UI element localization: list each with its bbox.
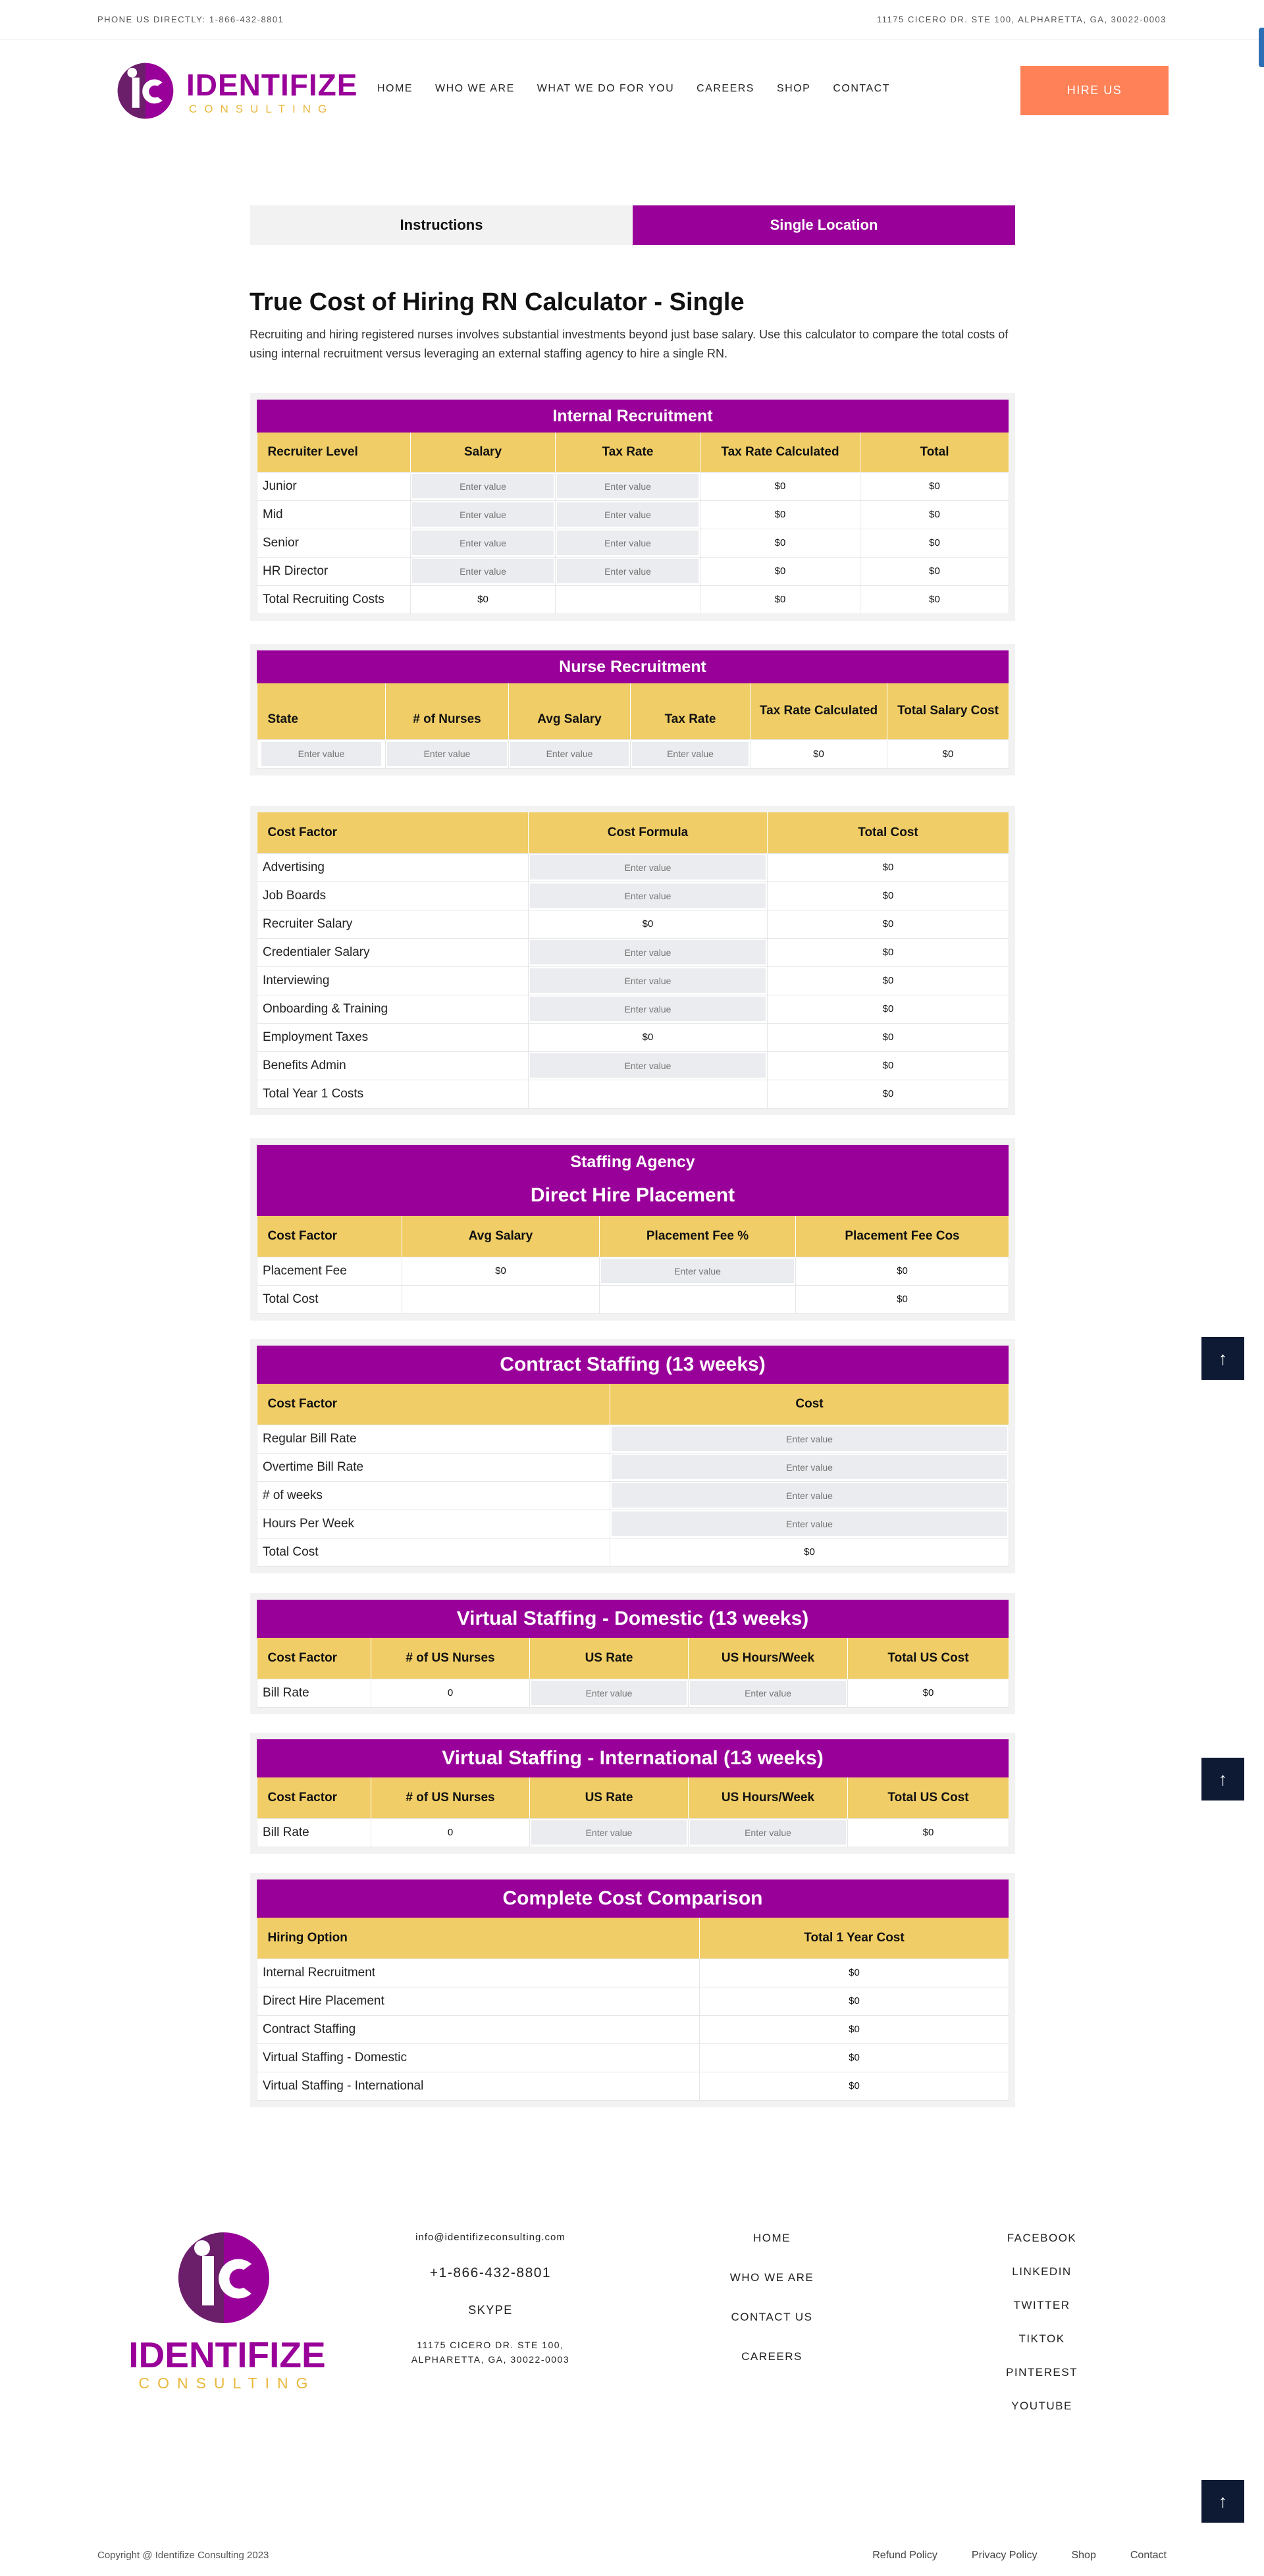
row-label: Hours Per Week	[257, 1510, 610, 1538]
row-label: Senior	[257, 529, 411, 557]
contract-staffing-block	[250, 1339, 1015, 1573]
table-row	[257, 1958, 1009, 1987]
table-row	[257, 853, 1009, 881]
footer-phone[interactable]: +1-866-432-8801	[429, 2265, 552, 2280]
row-label: Employment Taxes	[257, 1023, 529, 1051]
avg-salary-input[interactable]	[510, 742, 629, 766]
arrow-up-icon: ↑	[1218, 1768, 1228, 1789]
logo-mark-icon	[174, 2228, 273, 2327]
row-label: Total Cost	[257, 1538, 610, 1566]
internal-recruitment-block	[250, 393, 1015, 621]
col-num-nurses: # of Nurses	[386, 683, 509, 739]
hire-us-button[interactable]: HIRE US	[1020, 66, 1169, 115]
total-cost-value: $0	[768, 938, 1009, 966]
back-to-top-button[interactable]	[1201, 1758, 1244, 1801]
col-tax-rate-calculated: Tax Rate Calculated	[750, 683, 887, 739]
table-row	[257, 529, 1009, 557]
total-cost-value: $0	[768, 853, 1009, 881]
formula-value: $0	[529, 1023, 768, 1051]
total-us-cost-value: $0	[848, 1679, 1009, 1707]
total-cost-value: $0	[768, 910, 1009, 938]
col-total-salary-cost: Total Salary Cost	[887, 683, 1009, 739]
virtual-domestic-banner: Virtual Staffing - Domestic (13 weeks)	[257, 1600, 1009, 1638]
social-tiktok[interactable]: TIKTOK	[1018, 2332, 1065, 2345]
salary-input[interactable]	[412, 502, 554, 527]
table-row	[257, 1023, 1009, 1051]
col-avg-salary: Avg Salary	[509, 683, 631, 739]
logo-mark-icon	[115, 61, 176, 121]
col-cost-factor: Cost Factor	[257, 1216, 402, 1257]
table-row	[257, 1257, 1009, 1285]
col-state: State	[257, 683, 386, 739]
placement-fee-input[interactable]	[601, 1259, 794, 1283]
table-row	[257, 472, 1009, 500]
table-row	[257, 1481, 1009, 1510]
col-cost-factor: Cost Factor	[257, 1777, 371, 1818]
logo-wordmark: IDENTIFIZE	[128, 2334, 326, 2375]
footer-skype[interactable]: SKYPE	[468, 2303, 513, 2317]
total-cost-value: $0	[768, 1051, 1009, 1080]
row-label: Recruiter Salary	[257, 910, 529, 938]
agency-banner: Staffing Agency	[257, 1145, 1009, 1178]
total-row	[257, 1285, 1009, 1313]
arrow-up-icon: ↑	[1218, 2490, 1228, 2511]
nav-what-we-do[interactable]: WHAT WE DO FOR YOU	[537, 83, 675, 94]
footer-contact	[398, 2232, 583, 2365]
interviewing-input[interactable]	[530, 968, 766, 993]
calculator-tabs	[250, 205, 1015, 245]
option-cost-value: $0	[700, 2072, 1009, 2100]
col-cost-factor: Cost Factor	[257, 1384, 610, 1425]
col-tax-rate-calculated: Tax Rate Calculated	[700, 433, 860, 472]
us-rate-input[interactable]	[531, 1681, 687, 1705]
nav-careers[interactable]: CAREERS	[697, 83, 754, 94]
col-cost-formula: Cost Formula	[529, 812, 768, 853]
placement-fee-value: $0	[796, 1257, 1009, 1285]
direct-hire-banner: Direct Hire Placement	[257, 1178, 1009, 1216]
social-facebook[interactable]: FACEBOOK	[1007, 2232, 1077, 2244]
page-title: True Cost of Hiring RN Calculator - Single	[250, 288, 745, 316]
empty-cell	[556, 585, 700, 614]
row-label: Mid	[257, 500, 411, 529]
table-row	[257, 557, 1009, 585]
contact-link[interactable]: Contact	[1130, 2550, 1167, 2561]
row-label: Onboarding & Training	[257, 995, 529, 1023]
footer-links	[704, 2232, 839, 2363]
cost-factor-block	[250, 806, 1015, 1115]
tax-calculated-value: $0	[700, 500, 860, 529]
empty-cell	[600, 1285, 796, 1313]
footer-link-careers[interactable]: CAREERS	[741, 2350, 803, 2363]
tax-rate-input[interactable]	[557, 502, 698, 527]
option-cost-value: $0	[700, 2043, 1009, 2072]
regular-bill-rate-input[interactable]	[612, 1427, 1007, 1451]
row-label: HR Director	[257, 557, 411, 585]
site-logo[interactable]	[115, 59, 358, 122]
phone-text[interactable]: PHONE US DIRECTLY: 1-866-432-8801	[97, 14, 284, 24]
nav-contact[interactable]: CONTACT	[833, 83, 890, 94]
nurse-table	[257, 683, 1009, 769]
tax-calculated-value: $0	[700, 472, 860, 500]
social-twitter[interactable]: TWITTER	[1013, 2299, 1070, 2311]
row-label: Advertising	[257, 853, 529, 881]
row-label: # of weeks	[257, 1481, 610, 1510]
social-linkedin[interactable]: LINKEDIN	[1012, 2265, 1072, 2278]
col-salary: Salary	[411, 433, 556, 472]
top-bar	[0, 0, 1264, 39]
col-total-cost: Total Cost	[768, 812, 1009, 853]
total-cost-value: $0	[768, 881, 1009, 910]
table-row	[257, 1453, 1009, 1481]
us-rate-input[interactable]	[531, 1820, 687, 1845]
direct-hire-table	[257, 1216, 1009, 1314]
empty-cell	[529, 1080, 768, 1108]
total-salary-value: $0	[411, 585, 556, 614]
row-label: Total Recruiting Costs	[257, 585, 411, 614]
onboarding-input[interactable]	[530, 997, 766, 1021]
tax-calculated-value: $0	[700, 557, 860, 585]
site-header	[0, 39, 1264, 138]
nav-shop[interactable]: SHOP	[776, 83, 811, 94]
option-cost-value: $0	[700, 1987, 1009, 2015]
salary-input[interactable]	[412, 531, 554, 555]
table-row	[257, 910, 1009, 938]
total-value: $0	[860, 472, 1009, 500]
table-row	[257, 2015, 1009, 2043]
row-label: Virtual Staffing - Domestic	[257, 2043, 700, 2072]
footer-address-line2: ALPHARETTA, GA, 30022-0003	[411, 2354, 570, 2365]
total-row	[257, 585, 1009, 614]
job-boards-input[interactable]	[530, 883, 766, 908]
option-cost-value: $0	[700, 2015, 1009, 2043]
col-avg-salary: Avg Salary	[402, 1216, 600, 1257]
footer-link-home[interactable]: HOME	[753, 2232, 791, 2244]
row-label: Placement Fee	[257, 1257, 402, 1285]
col-total-us-cost: Total US Cost	[848, 1638, 1009, 1679]
row-label: Regular Bill Rate	[257, 1425, 610, 1453]
footer-link-contact-us[interactable]: CONTACT US	[731, 2311, 813, 2323]
state-input[interactable]	[261, 742, 381, 766]
us-hours-input[interactable]	[690, 1820, 846, 1845]
tax-rate-input[interactable]	[632, 742, 749, 766]
table-row	[257, 995, 1009, 1023]
table-row	[257, 739, 1009, 768]
total-value: $0	[860, 500, 1009, 529]
logo-wordmark: IDENTIFIZE	[186, 68, 358, 102]
avg-salary-value: $0	[402, 1257, 600, 1285]
virtual-international-table	[257, 1777, 1009, 1847]
shop-link[interactable]: Shop	[1071, 2550, 1096, 2561]
col-us-hours: US Hours/Week	[689, 1638, 848, 1679]
total-year-one-value: $0	[768, 1080, 1009, 1108]
row-label: Benefits Admin	[257, 1051, 529, 1080]
col-tax-rate: Tax Rate	[556, 433, 700, 472]
total-cost-value: $0	[610, 1538, 1009, 1566]
col-cost-factor: Cost Factor	[257, 1638, 371, 1679]
contract-table	[257, 1384, 1009, 1567]
virtual-international-block	[250, 1733, 1015, 1854]
table-row	[257, 938, 1009, 966]
benefits-admin-input[interactable]	[530, 1053, 766, 1078]
tax-rate-input[interactable]	[557, 474, 698, 498]
virtual-international-banner: Virtual Staffing - International (13 weeks)	[257, 1739, 1009, 1777]
logo-tagline: CONSULTING	[189, 103, 334, 115]
table-row	[257, 881, 1009, 910]
contract-banner: Contract Staffing (13 weeks)	[257, 1346, 1009, 1384]
tax-calculated-value: $0	[700, 529, 860, 557]
advertising-input[interactable]	[530, 855, 766, 880]
col-hiring-option: Hiring Option	[257, 1918, 700, 1958]
privacy-policy-link[interactable]: Privacy Policy	[971, 2550, 1038, 2561]
total-cost-value: $0	[768, 995, 1009, 1023]
social-youtube[interactable]: YOUTUBE	[1011, 2400, 1072, 2412]
col-placement-fee-pct: Placement Fee %	[600, 1216, 796, 1257]
legal-links	[838, 2550, 1167, 2562]
col-total: Total	[860, 433, 1009, 472]
total-value: $0	[860, 557, 1009, 585]
total-us-cost-value: $0	[848, 1818, 1009, 1847]
row-label: Job Boards	[257, 881, 529, 910]
footer-address-line1: 11175 CICERO DR. STE 100,	[417, 2340, 564, 2350]
col-recruiter-level: Recruiter Level	[257, 433, 411, 472]
footer-link-who-we-are[interactable]: WHO WE ARE	[729, 2271, 814, 2284]
copyright-text: Copyright @ Identifize Consulting 2023	[97, 2550, 269, 2561]
overtime-bill-rate-input[interactable]	[612, 1455, 1007, 1479]
nurse-banner: Nurse Recruitment	[257, 650, 1009, 683]
cost-comparison-block	[250, 1873, 1015, 2107]
col-placement-fee-cost: Placement Fee Cos	[796, 1216, 1009, 1257]
grand-total-value: $0	[860, 585, 1009, 614]
col-us-nurses: # of US Nurses	[371, 1777, 530, 1818]
col-total-year-cost: Total 1 Year Cost	[700, 1918, 1009, 1958]
table-row	[257, 1818, 1009, 1847]
arrow-up-icon: ↑	[1218, 1348, 1228, 1369]
row-label: Total Cost	[257, 1285, 402, 1313]
row-label: Bill Rate	[257, 1818, 371, 1847]
total-calculated-value: $0	[700, 585, 860, 614]
row-label: Direct Hire Placement	[257, 1987, 700, 2015]
row-label: Junior	[257, 472, 411, 500]
total-value: $0	[860, 529, 1009, 557]
nav-home[interactable]: HOME	[377, 83, 413, 94]
nav-who-we-are[interactable]: WHO WE ARE	[435, 83, 515, 94]
footer-email[interactable]: info@identifizeconsulting.com	[415, 2232, 566, 2243]
row-label: Virtual Staffing - International	[257, 2072, 700, 2100]
salary-input[interactable]	[412, 474, 554, 498]
total-cost-value: $0	[768, 966, 1009, 995]
tab-instructions[interactable]: Instructions	[250, 205, 633, 245]
internal-banner: Internal Recruitment	[257, 400, 1009, 433]
col-cost-factor: Cost Factor	[257, 812, 529, 853]
social-pinterest[interactable]: PINTEREST	[1006, 2366, 1078, 2379]
comparison-banner: Complete Cost Comparison	[257, 1879, 1009, 1918]
table-row	[257, 1679, 1009, 1707]
hours-per-week-input[interactable]	[612, 1511, 1007, 1536]
weeks-input[interactable]	[612, 1483, 1007, 1508]
logo-tagline: CONSULTING	[138, 2375, 316, 2392]
tax-rate-input[interactable]	[557, 531, 698, 555]
total-salary-value: $0	[887, 739, 1009, 768]
tab-single-location[interactable]: Single Location	[633, 205, 1015, 245]
col-us-rate: US Rate	[530, 1777, 689, 1818]
credentialer-salary-input[interactable]	[530, 940, 766, 964]
internal-table	[257, 433, 1009, 614]
virtual-domestic-block	[250, 1593, 1015, 1714]
row-label: Credentialer Salary	[257, 938, 529, 966]
us-nurses-value: 0	[371, 1818, 530, 1847]
total-cost-value: $0	[796, 1285, 1009, 1313]
main-nav	[377, 83, 912, 95]
table-row	[257, 2043, 1009, 2072]
formula-value: $0	[529, 910, 768, 938]
col-us-rate: US Rate	[530, 1638, 689, 1679]
col-total-us-cost: Total US Cost	[848, 1777, 1009, 1818]
us-nurses-value: 0	[371, 1679, 530, 1707]
refund-policy-link[interactable]: Refund Policy	[872, 2550, 937, 2561]
nurse-recruitment-block	[250, 644, 1015, 775]
tax-rate-input[interactable]	[557, 559, 698, 583]
staffing-agency-block	[250, 1138, 1015, 1321]
row-label: Overtime Bill Rate	[257, 1453, 610, 1481]
option-cost-value: $0	[700, 1958, 1009, 1987]
virtual-domestic-table	[257, 1638, 1009, 1708]
back-to-top-button[interactable]	[1201, 1337, 1244, 1380]
salary-input[interactable]	[412, 559, 554, 583]
row-label: Internal Recruitment	[257, 1958, 700, 1987]
table-row	[257, 500, 1009, 529]
col-us-hours: US Hours/Week	[689, 1777, 848, 1818]
table-row	[257, 2072, 1009, 2100]
row-label: Contract Staffing	[257, 2015, 700, 2043]
table-row	[257, 1051, 1009, 1080]
table-row	[257, 1987, 1009, 2015]
table-row	[257, 1510, 1009, 1538]
us-hours-input[interactable]	[690, 1681, 846, 1705]
comparison-table	[257, 1918, 1009, 2101]
col-cost: Cost	[610, 1384, 1009, 1425]
row-label: Total Year 1 Costs	[257, 1080, 529, 1108]
col-tax-rate: Tax Rate	[631, 683, 750, 739]
tax-calculated-value: $0	[750, 739, 887, 768]
row-label: Bill Rate	[257, 1679, 371, 1707]
address-text: 11175 CICERO DR. STE 100, ALPHARETTA, GA, 30022-0003	[876, 14, 1167, 24]
cost-factor-table	[257, 812, 1009, 1109]
total-row	[257, 1080, 1009, 1108]
table-row	[257, 1425, 1009, 1453]
total-row	[257, 1538, 1009, 1566]
empty-cell	[402, 1285, 600, 1313]
col-us-nurses: # of US Nurses	[371, 1638, 530, 1679]
back-to-top-button[interactable]	[1201, 2480, 1244, 2523]
num-nurses-input[interactable]	[387, 742, 507, 766]
footer-social	[974, 2232, 1109, 2413]
total-cost-value: $0	[768, 1023, 1009, 1051]
table-row	[257, 966, 1009, 995]
footer-logo[interactable]	[122, 2228, 332, 2393]
intro-text: Recruiting and hiring registered nurses involves substantial investments beyond just base salary. Use this calculator to compare the total costs of using internal recruitment versus leveraging an external staffing agency to hire a single RN.	[250, 328, 1009, 360]
row-label: Interviewing	[257, 966, 529, 995]
